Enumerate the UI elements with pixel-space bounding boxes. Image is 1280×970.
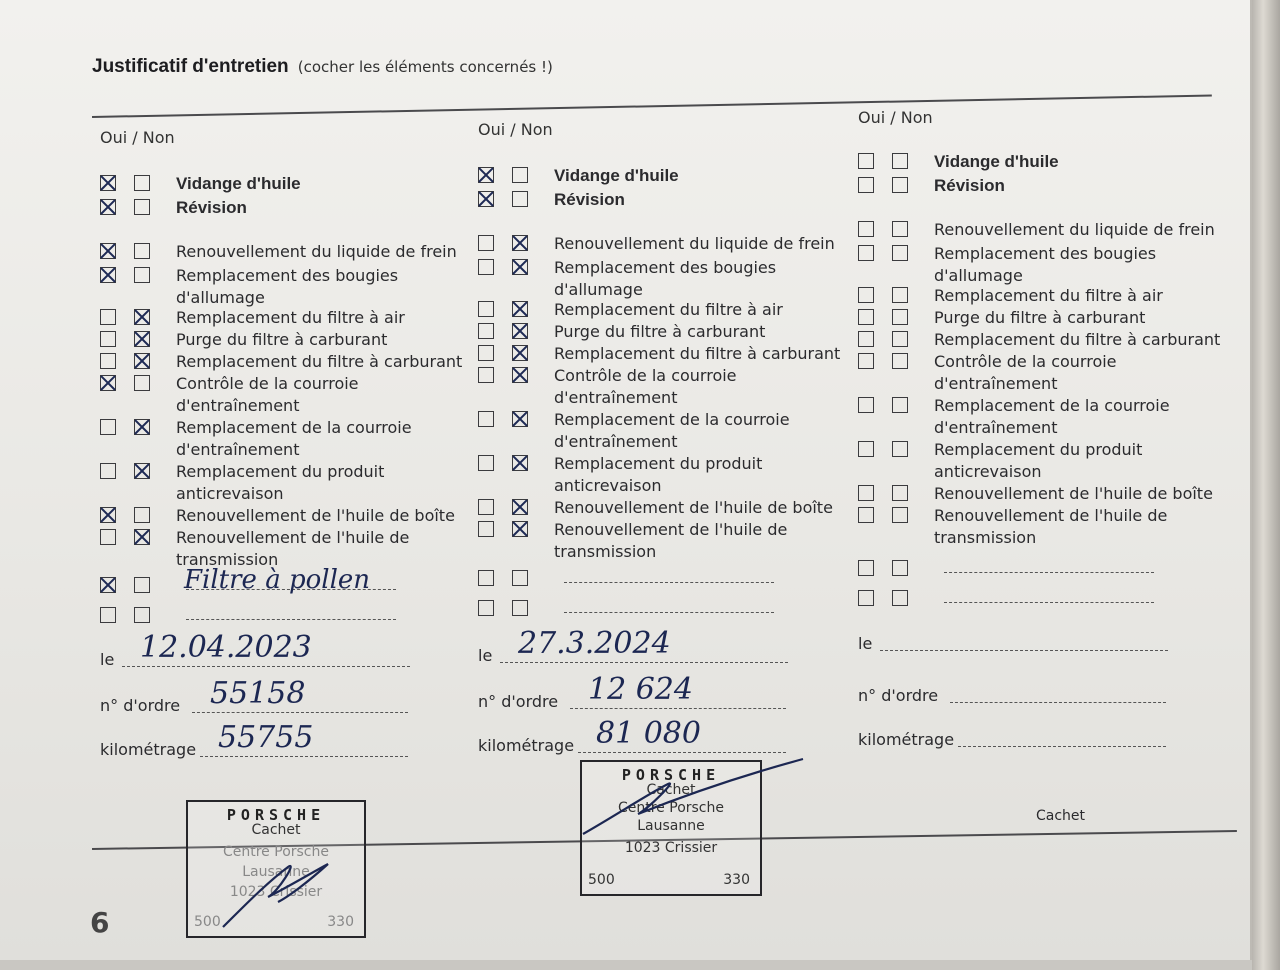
non-checkbox[interactable] bbox=[134, 577, 150, 593]
oui-checkbox[interactable] bbox=[858, 353, 874, 369]
date-label: le bbox=[478, 646, 493, 665]
checklist-label-line1: Renouvellement de l'huile de boîte bbox=[934, 484, 1213, 503]
handwritten-date: 12.04.2023 bbox=[140, 630, 312, 665]
checklist-label bbox=[934, 307, 1145, 329]
km-line[interactable] bbox=[200, 756, 408, 757]
checklist-label-line1: Remplacement du filtre à carburant bbox=[176, 352, 463, 371]
non-checkbox[interactable] bbox=[512, 455, 528, 471]
checklist-label bbox=[934, 395, 1170, 439]
oui-checkbox[interactable] bbox=[100, 243, 116, 259]
oui-checkbox[interactable] bbox=[858, 287, 874, 303]
page-edge bbox=[1252, 0, 1280, 970]
page-number: 6 bbox=[90, 906, 110, 939]
checklist-label-line2: transmission bbox=[176, 550, 279, 569]
oui-checkbox[interactable] bbox=[478, 521, 494, 537]
date-line[interactable] bbox=[500, 662, 788, 663]
oui-checkbox[interactable] bbox=[100, 529, 116, 545]
checklist-label-line2: anticrevaison bbox=[176, 484, 284, 503]
checklist-label-line2: anticrevaison bbox=[554, 476, 662, 495]
checklist-label bbox=[934, 351, 1117, 395]
checklist-label bbox=[554, 409, 790, 453]
date-line[interactable] bbox=[122, 666, 410, 667]
checklist-label-line1: Remplacement des bougies bbox=[554, 258, 777, 277]
non-checkbox[interactable] bbox=[512, 191, 528, 207]
non-checkbox[interactable] bbox=[892, 507, 908, 523]
stamp-line2: Lausanne bbox=[242, 864, 310, 880]
oui-checkbox[interactable] bbox=[100, 175, 116, 191]
oui-checkbox[interactable] bbox=[858, 441, 874, 457]
stamp-number-left: 500 bbox=[194, 914, 221, 930]
checklist-label-line1: Vidange d'huile bbox=[934, 152, 1059, 171]
oui-checkbox[interactable] bbox=[100, 419, 116, 435]
oui-checkbox[interactable] bbox=[858, 245, 874, 261]
oui-checkbox[interactable] bbox=[100, 507, 116, 523]
handwritten-order: 55158 bbox=[210, 676, 306, 711]
oui-checkbox[interactable] bbox=[100, 375, 116, 391]
extra-blank-line[interactable] bbox=[186, 619, 396, 620]
stamp-line3: 1023 Crissier bbox=[229, 884, 323, 900]
oui-checkbox[interactable] bbox=[100, 607, 116, 623]
stamp-number-right: 330 bbox=[723, 872, 750, 888]
stamp-line1: Centre Porsche bbox=[222, 844, 329, 860]
checklist-label bbox=[554, 453, 762, 497]
stamp-line3: 1023 Crissier bbox=[624, 840, 718, 856]
page-subtitle: (cocher les éléments concernés !) bbox=[297, 58, 553, 76]
non-checkbox[interactable] bbox=[134, 507, 150, 523]
non-checkbox[interactable] bbox=[512, 235, 528, 251]
checklist-label-line2: d'entraînement bbox=[554, 388, 678, 407]
non-checkbox[interactable] bbox=[134, 309, 150, 325]
checklist-label bbox=[554, 257, 776, 301]
non-checkbox[interactable] bbox=[134, 175, 150, 191]
checklist-label-line2: d'allumage bbox=[934, 266, 1023, 285]
non-checkbox[interactable] bbox=[512, 570, 528, 586]
non-checkbox[interactable] bbox=[892, 397, 908, 413]
checklist-label-line2: d'entraînement bbox=[554, 432, 678, 451]
non-checkbox[interactable] bbox=[512, 323, 528, 339]
dealer-stamp bbox=[580, 760, 762, 896]
signature-scribble bbox=[578, 754, 818, 844]
checklist-label bbox=[554, 233, 835, 255]
km-line[interactable] bbox=[958, 746, 1166, 747]
checklist-label bbox=[554, 321, 765, 343]
checklist-label bbox=[176, 417, 412, 461]
oui-checkbox[interactable] bbox=[478, 455, 494, 471]
checklist-label-line1: Remplacement du produit bbox=[554, 454, 763, 473]
dealer-stamp bbox=[186, 800, 366, 938]
page-title: Justificatif d'entretien bbox=[92, 56, 289, 77]
handwritten-order: 12 624 bbox=[588, 672, 693, 707]
non-checkbox[interactable] bbox=[892, 485, 908, 501]
checklist-label-line1: Vidange d'huile bbox=[554, 166, 679, 185]
checklist-label-line1: Remplacement du filtre à carburant bbox=[934, 330, 1221, 349]
checklist-label bbox=[554, 189, 625, 211]
oui-checkbox[interactable] bbox=[478, 570, 494, 586]
checklist-label bbox=[176, 241, 457, 263]
checklist-label-line2: d'allumage bbox=[554, 280, 643, 299]
oui-non-header: Oui / Non bbox=[100, 128, 175, 147]
oui-checkbox[interactable] bbox=[858, 397, 874, 413]
checklist-label bbox=[176, 329, 387, 351]
checklist-label bbox=[934, 329, 1220, 351]
checklist-label bbox=[176, 197, 247, 219]
checklist-label bbox=[934, 285, 1163, 307]
oui-checkbox[interactable] bbox=[858, 331, 874, 347]
non-checkbox[interactable] bbox=[892, 560, 908, 576]
handwritten-date: 27.3.2024 bbox=[518, 626, 671, 661]
date-label: le bbox=[100, 650, 115, 669]
non-checkbox[interactable] bbox=[134, 199, 150, 215]
checklist-label bbox=[554, 343, 840, 365]
oui-checkbox[interactable] bbox=[100, 577, 116, 593]
non-checkbox[interactable] bbox=[892, 441, 908, 457]
checklist-label-line2: anticrevaison bbox=[934, 462, 1042, 481]
checklist-label-line1: Remplacement du filtre à air bbox=[554, 300, 783, 319]
checklist-label-line1: Renouvellement de l'huile de bbox=[934, 506, 1168, 525]
checklist-label-line1: Purge du filtre à carburant bbox=[934, 308, 1146, 327]
oui-checkbox[interactable] bbox=[478, 367, 494, 383]
non-checkbox[interactable] bbox=[892, 245, 908, 261]
checklist-label bbox=[176, 307, 405, 329]
checklist-label-line1: Remplacement de la courroie bbox=[934, 396, 1170, 415]
checklist-label bbox=[934, 505, 1167, 549]
oui-checkbox[interactable] bbox=[478, 235, 494, 251]
oui-checkbox[interactable] bbox=[858, 153, 874, 169]
km-line[interactable] bbox=[578, 752, 786, 753]
checklist-label bbox=[176, 373, 359, 417]
checklist-label-line1: Renouvellement du liquide de frein bbox=[934, 220, 1215, 239]
non-checkbox[interactable] bbox=[134, 463, 150, 479]
oui-checkbox[interactable] bbox=[858, 507, 874, 523]
checklist-label bbox=[554, 497, 833, 519]
non-checkbox[interactable] bbox=[512, 367, 528, 383]
stamp-cachet: Cachet bbox=[251, 822, 301, 838]
checklist-label bbox=[176, 265, 398, 309]
date-label: le bbox=[858, 634, 873, 653]
extra-blank-line[interactable] bbox=[944, 602, 1154, 603]
non-checkbox[interactable] bbox=[512, 167, 528, 183]
checklist-label-line1: Remplacement du produit bbox=[934, 440, 1143, 459]
non-checkbox[interactable] bbox=[134, 267, 150, 283]
oui-checkbox[interactable] bbox=[858, 590, 874, 606]
checklist-label bbox=[176, 173, 301, 195]
oui-checkbox[interactable] bbox=[858, 177, 874, 193]
checklist-label bbox=[934, 439, 1142, 483]
checklist-label bbox=[554, 299, 783, 321]
oui-checkbox[interactable] bbox=[478, 499, 494, 515]
oui-checkbox[interactable] bbox=[478, 301, 494, 317]
oui-checkbox[interactable] bbox=[478, 323, 494, 339]
checklist-label-line1: Remplacement de la courroie bbox=[176, 418, 412, 437]
stamp-line2: Lausanne bbox=[637, 818, 705, 834]
extra-blank-line[interactable] bbox=[944, 572, 1154, 573]
oui-checkbox[interactable] bbox=[858, 221, 874, 237]
handwritten-km: 55755 bbox=[218, 720, 314, 755]
checklist-label-line2: d'entraînement bbox=[176, 396, 300, 415]
stamp-number-right: 330 bbox=[327, 914, 354, 930]
extra-blank-line[interactable] bbox=[564, 612, 774, 613]
non-checkbox[interactable] bbox=[512, 259, 528, 275]
oui-checkbox[interactable] bbox=[478, 167, 494, 183]
checklist-label bbox=[934, 243, 1156, 287]
non-checkbox[interactable] bbox=[512, 345, 528, 361]
checklist-label-line2: transmission bbox=[554, 542, 657, 561]
oui-checkbox[interactable] bbox=[100, 353, 116, 369]
stamp-brand: PORSCHE bbox=[226, 806, 326, 824]
non-checkbox[interactable] bbox=[892, 590, 908, 606]
oui-checkbox[interactable] bbox=[478, 259, 494, 275]
oui-checkbox[interactable] bbox=[858, 485, 874, 501]
oui-checkbox[interactable] bbox=[100, 267, 116, 283]
order-line[interactable] bbox=[950, 702, 1166, 703]
checklist-label-line1: Contrôle de la courroie bbox=[554, 366, 737, 385]
order-label: n° d'ordre bbox=[478, 692, 559, 711]
non-checkbox[interactable] bbox=[134, 419, 150, 435]
stamp-cachet: Cachet bbox=[646, 782, 696, 798]
non-checkbox[interactable] bbox=[134, 375, 150, 391]
signature-scribble bbox=[218, 842, 338, 932]
non-checkbox[interactable] bbox=[892, 153, 908, 169]
non-checkbox[interactable] bbox=[892, 353, 908, 369]
checklist-label bbox=[176, 505, 455, 527]
checklist-label bbox=[934, 151, 1059, 173]
stamp-cachet: Cachet bbox=[1036, 808, 1086, 824]
checklist-label-line1: Révision bbox=[176, 198, 247, 217]
oui-checkbox[interactable] bbox=[100, 331, 116, 347]
page-header bbox=[92, 56, 553, 78]
checklist-label bbox=[554, 519, 787, 563]
checklist-label-line2: d'entraînement bbox=[934, 418, 1058, 437]
km-label: kilométrage bbox=[858, 730, 955, 749]
checklist-label-line2: d'entraînement bbox=[934, 374, 1058, 393]
oui-checkbox[interactable] bbox=[478, 600, 494, 616]
non-checkbox[interactable] bbox=[512, 411, 528, 427]
checklist-label bbox=[554, 365, 737, 409]
checklist-label-line1: Remplacement des bougies bbox=[934, 244, 1157, 263]
order-label: n° d'ordre bbox=[858, 686, 939, 705]
km-label: kilométrage bbox=[100, 740, 197, 759]
non-checkbox[interactable] bbox=[134, 529, 150, 545]
stamp-number-left: 500 bbox=[588, 872, 615, 888]
extra-blank-line[interactable] bbox=[564, 582, 774, 583]
checklist-label-line1: Renouvellement de l'huile de bbox=[176, 528, 410, 547]
checklist-label-line1: Révision bbox=[934, 176, 1005, 195]
non-checkbox[interactable] bbox=[892, 287, 908, 303]
checklist-label-line1: Remplacement du filtre à air bbox=[934, 286, 1163, 305]
non-checkbox[interactable] bbox=[512, 521, 528, 537]
checklist-label bbox=[934, 219, 1215, 241]
stamp-line1: Centre Porsche bbox=[617, 800, 724, 816]
checklist-label bbox=[934, 483, 1213, 505]
checklist-label-line1: Remplacement de la courroie bbox=[554, 410, 790, 429]
order-label: n° d'ordre bbox=[100, 696, 181, 715]
checklist-label-line1: Révision bbox=[554, 190, 625, 209]
non-checkbox[interactable] bbox=[512, 499, 528, 515]
non-checkbox[interactable] bbox=[892, 309, 908, 325]
checklist-label bbox=[176, 461, 384, 505]
oui-non-header: Oui / Non bbox=[478, 120, 553, 139]
checklist-label bbox=[176, 351, 462, 373]
checklist-label-line1: Remplacement des bougies bbox=[176, 266, 399, 285]
checklist-label-line1: Renouvellement du liquide de frein bbox=[176, 242, 457, 261]
checklist-label-line2: d'allumage bbox=[176, 288, 265, 307]
handwritten-km: 81 080 bbox=[596, 716, 701, 751]
checklist-label-line1: Remplacement du filtre à air bbox=[176, 308, 405, 327]
non-checkbox[interactable] bbox=[512, 301, 528, 317]
checklist-label-line1: Purge du filtre à carburant bbox=[176, 330, 388, 349]
checklist-label-line2: transmission bbox=[934, 528, 1037, 547]
oui-checkbox[interactable] bbox=[100, 199, 116, 215]
date-line[interactable] bbox=[880, 650, 1168, 651]
checklist-label-line1: Contrôle de la courroie bbox=[934, 352, 1117, 371]
oui-non-header: Oui / Non bbox=[858, 108, 933, 127]
oui-checkbox[interactable] bbox=[478, 345, 494, 361]
checklist-label-line1: Renouvellement de l'huile de boîte bbox=[554, 498, 833, 517]
oui-checkbox[interactable] bbox=[478, 411, 494, 427]
checklist-label-line1: Renouvellement de l'huile de bbox=[554, 520, 788, 539]
checklist-label-line1: Purge du filtre à carburant bbox=[554, 322, 766, 341]
non-checkbox[interactable] bbox=[134, 243, 150, 259]
checklist-label bbox=[554, 165, 679, 187]
checklist-label-line1: Renouvellement de l'huile de boîte bbox=[176, 506, 455, 525]
checklist-label-line1: Contrôle de la courroie bbox=[176, 374, 359, 393]
non-checkbox[interactable] bbox=[892, 221, 908, 237]
checklist-label-line1: Vidange d'huile bbox=[176, 174, 301, 193]
non-checkbox[interactable] bbox=[892, 177, 908, 193]
km-label: kilométrage bbox=[478, 736, 575, 755]
non-checkbox[interactable] bbox=[892, 331, 908, 347]
checklist-label bbox=[934, 175, 1005, 197]
checklist-label-line1: Remplacement du produit bbox=[176, 462, 385, 481]
handwritten-extra-item: Filtre à pollen bbox=[184, 565, 371, 595]
order-line[interactable] bbox=[192, 712, 408, 713]
oui-checkbox[interactable] bbox=[858, 309, 874, 325]
non-checkbox[interactable] bbox=[512, 600, 528, 616]
order-line[interactable] bbox=[570, 708, 786, 709]
checklist-label-line2: d'entraînement bbox=[176, 440, 300, 459]
oui-checkbox[interactable] bbox=[100, 309, 116, 325]
header-rule bbox=[92, 94, 1212, 117]
non-checkbox[interactable] bbox=[134, 353, 150, 369]
oui-checkbox[interactable] bbox=[100, 463, 116, 479]
non-checkbox[interactable] bbox=[134, 331, 150, 347]
stamp-brand: PORSCHE bbox=[621, 766, 721, 784]
oui-checkbox[interactable] bbox=[478, 191, 494, 207]
non-checkbox[interactable] bbox=[134, 607, 150, 623]
checklist-label-line1: Renouvellement du liquide de frein bbox=[554, 234, 835, 253]
checklist-label-line1: Remplacement du filtre à carburant bbox=[554, 344, 841, 363]
oui-checkbox[interactable] bbox=[858, 560, 874, 576]
